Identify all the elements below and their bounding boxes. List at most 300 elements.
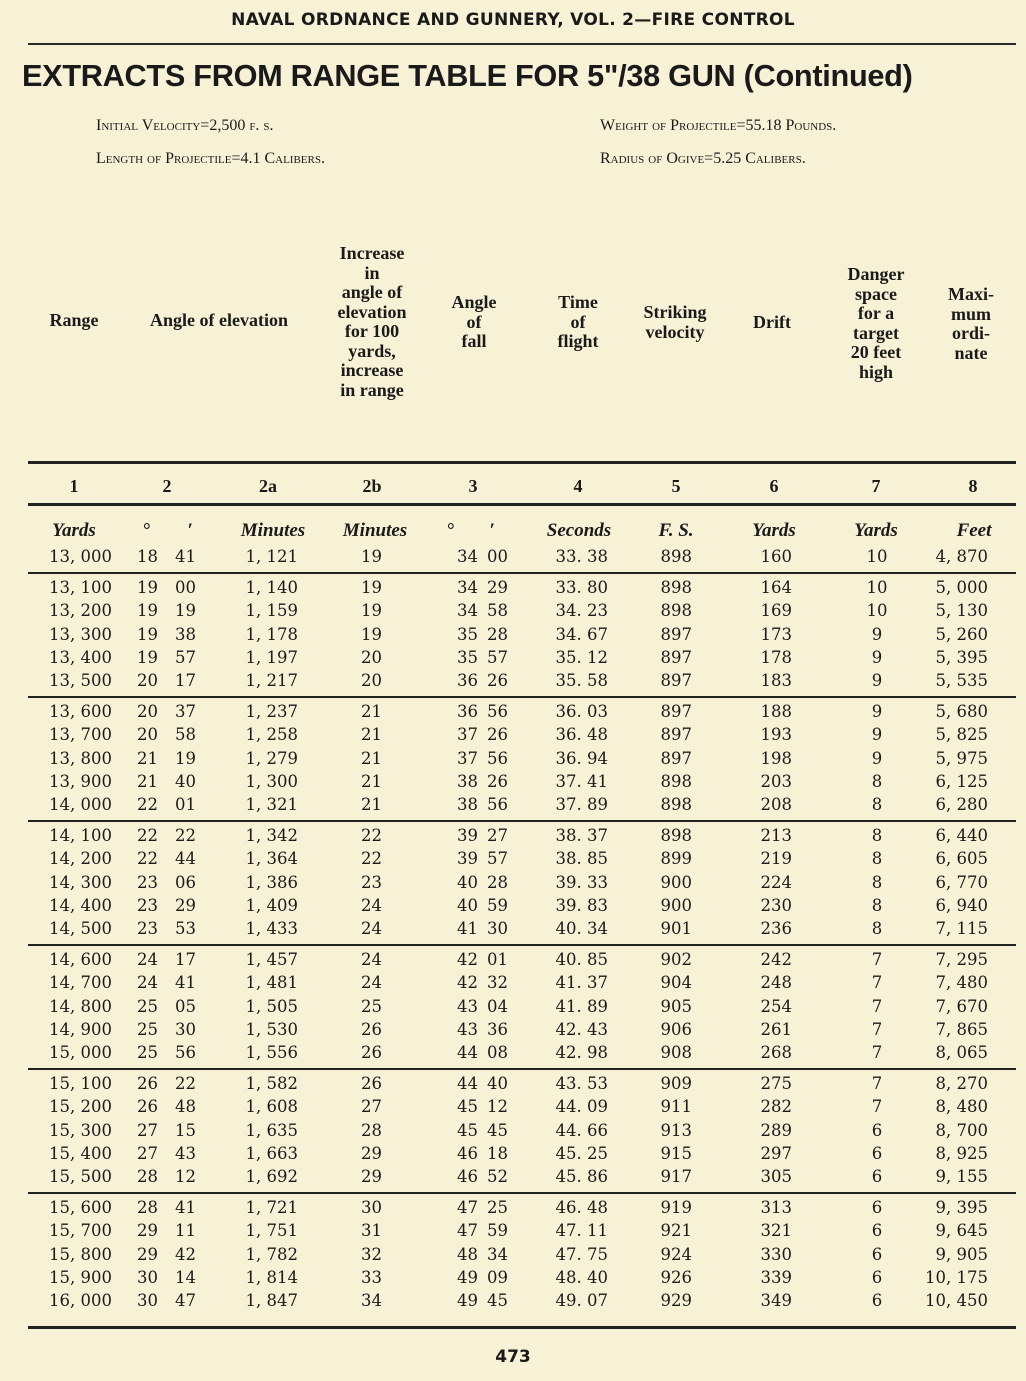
header-line: angle of [341,282,403,302]
header-line: yards, [348,340,396,361]
cell-max-ordinate: 5, 260 [935,624,988,644]
cell-increase: 24 [361,950,382,970]
cell-time: 43. 53 [555,1074,608,1094]
cell-elev-deg: 27 [137,1120,158,1140]
group-rule [28,1068,1016,1070]
cell-elev-minutes: 1, 386 [245,872,298,892]
colnum-2: 2 [162,476,172,496]
cell-drift: 254 [760,996,792,1016]
cell-increase: 24 [361,973,382,993]
cell-max-ordinate: 7, 295 [935,950,988,970]
cell-elev-deg: 19 [137,601,158,621]
cell-time: 47. 75 [555,1244,608,1264]
header-line: in range [340,379,404,400]
colnum-1: 1 [69,476,79,496]
cell-increase: 22 [361,849,382,869]
cell-elev-minutes: 1, 258 [245,725,298,745]
cell-range: 14, 200 [49,849,112,869]
unit-drift-yards: Yards [752,520,796,541]
cell-elev-deg: 19 [137,624,158,644]
cell-max-ordinate: 6, 940 [935,895,988,915]
cell-fall-min: 45 [487,1120,508,1140]
cell-fall-min: 57 [487,647,508,667]
cell-elev-minutes: 1, 300 [245,771,298,791]
cell-elev-min: 43 [175,1143,196,1163]
cell-drift: 208 [760,795,792,814]
cell-range: 14, 500 [49,919,112,938]
cell-drift: 330 [760,1244,792,1264]
cell-striking: 898 [660,826,692,846]
header-line: velocity [645,321,705,342]
cell-danger: 8 [871,895,883,915]
cell-max-ordinate: 5, 535 [935,671,988,690]
header-striking-velocity [630,303,720,342]
cell-elev-minutes: 1, 530 [245,1019,298,1039]
cell-danger: 8 [871,919,883,938]
cell-fall-deg: 38 [457,771,478,791]
cell-danger: 8 [871,872,883,892]
colnum-2a: 2a [259,476,277,496]
cell-striking: 905 [660,996,692,1016]
cell-fall-deg: 42 [457,973,478,993]
cell-elev-minutes: 1, 217 [245,671,298,690]
group-rule [28,572,1016,574]
cell-elev-min: 42 [175,1244,196,1264]
colnum-2b: 2b [362,476,382,496]
cell-drift: 275 [760,1074,792,1094]
cell-elev-min: 30 [175,1019,196,1039]
cell-time: 49. 07 [555,1291,608,1310]
cell-elev-min: 17 [175,671,196,690]
cell-increase: 26 [361,1043,382,1062]
cell-fall-min: 58 [487,601,508,621]
cell-max-ordinate: 10, 175 [925,1267,988,1287]
cell-drift: 313 [760,1198,792,1218]
cell-time: 34. 23 [555,601,608,621]
cell-elev-minutes: 1, 782 [245,1244,298,1264]
cell-time: 47. 11 [555,1221,608,1241]
cell-elev-deg: 28 [137,1167,158,1186]
cell-range: 15, 900 [49,1267,112,1287]
header-rule [28,43,1016,45]
cell-range: 14, 700 [49,973,112,993]
cell-drift: 198 [760,748,792,768]
cell-elev-minutes: 1, 505 [245,996,298,1016]
cell-striking: 929 [660,1291,692,1310]
cell-striking: 898 [660,771,692,791]
table-row [0,1198,1026,1221]
table-row [0,826,1026,849]
cell-elev-minutes: 1, 582 [245,1074,298,1094]
cell-fall-min: 27 [487,826,508,846]
cell-time: 42. 43 [555,1019,608,1039]
cell-time: 38. 85 [555,849,608,869]
running-head: NAVAL ORDNANCE AND GUNNERY, VOL. 2—FIRE CONTROL [231,10,795,30]
cell-increase: 29 [361,1167,382,1186]
cell-max-ordinate: 7, 670 [935,996,988,1016]
cell-danger: 7 [871,1043,883,1062]
cell-increase: 24 [361,919,382,938]
cell-elev-minutes: 1, 197 [245,647,298,667]
cell-time: 45. 25 [555,1143,608,1163]
cell-fall-deg: 47 [457,1198,478,1218]
cell-striking: 908 [660,1043,692,1062]
header-line: ordi- [952,323,990,343]
cell-drift: 236 [760,919,792,938]
header-line: Maxi- [948,284,994,304]
cell-danger: 9 [871,702,883,722]
unit-range: Yards [52,520,96,541]
header-line: nate [954,342,988,363]
header-line: high [858,361,894,382]
cell-range: 15, 600 [49,1198,112,1218]
cell-fall-min: 00 [487,547,508,566]
colnum-5: 5 [671,476,681,496]
cell-increase: 21 [361,702,382,722]
cell-elev-deg: 21 [137,771,158,791]
header-drift: Drift [753,312,791,332]
cell-fall-min: 30 [487,919,508,938]
header-angle-of-fall [440,293,508,352]
cell-elev-deg: 20 [137,725,158,745]
cell-danger: 7 [871,996,883,1016]
cell-increase: 19 [361,624,382,644]
cell-drift: 242 [760,950,792,970]
cell-max-ordinate: 10, 450 [925,1291,988,1310]
cell-time: 37. 41 [555,771,608,791]
cell-fall-min: 01 [487,950,508,970]
cell-fall-deg: 40 [457,872,478,892]
cell-elev-minutes: 1, 751 [245,1221,298,1241]
cell-time: 36. 03 [555,702,608,722]
cell-fall-min: 34 [487,1244,508,1264]
unit-elev-min: ′ [187,520,193,541]
cell-danger: 6 [871,1143,883,1163]
cell-drift: 183 [760,671,792,690]
cell-increase: 21 [361,771,382,791]
cell-time: 33. 38 [555,547,608,566]
table-row [0,749,1026,772]
cell-elev-deg: 26 [137,1097,158,1117]
cell-time: 39. 83 [555,895,608,915]
cell-elev-deg: 18 [137,547,158,566]
cell-striking: 897 [660,702,692,722]
cell-fall-deg: 34 [457,578,478,598]
cell-drift: 203 [760,771,792,791]
cell-elev-minutes: 1, 847 [245,1291,298,1310]
table-row [0,1245,1026,1268]
header-line: mum [951,303,991,324]
cell-fall-deg: 49 [457,1267,478,1287]
cell-elev-minutes: 1, 635 [245,1120,298,1140]
table-row [0,1074,1026,1097]
cell-increase: 21 [361,795,382,814]
cell-drift: 297 [760,1143,792,1163]
cell-fall-min: 56 [487,702,508,722]
cell-max-ordinate: 5, 000 [935,578,988,598]
cell-danger: 6 [871,1291,883,1310]
cell-elev-min: 00 [175,578,196,598]
cell-increase: 27 [361,1097,382,1117]
cell-increase: 31 [361,1221,382,1241]
cell-elev-min: 53 [175,919,196,938]
cell-striking: 897 [660,647,692,667]
table-row [0,1291,1026,1314]
cell-range: 15, 100 [49,1074,112,1094]
cell-fall-min: 28 [487,872,508,892]
table-row [0,625,1026,648]
cell-drift: 178 [760,647,792,667]
cell-elev-min: 44 [175,849,196,869]
colnum-7: 7 [871,476,881,496]
cell-elev-min: 37 [175,702,196,722]
cell-max-ordinate: 8, 925 [935,1143,988,1163]
cell-time: 45. 86 [555,1167,608,1186]
cell-striking: 906 [660,1019,692,1039]
cell-max-ordinate: 9, 905 [935,1244,988,1264]
cell-elev-min: 29 [175,895,196,915]
cell-elev-min: 40 [175,771,196,791]
cell-elev-deg: 22 [137,826,158,846]
cell-drift: 193 [760,725,792,745]
table-row [0,1097,1026,1120]
cell-danger: 9 [871,624,883,644]
table-row [0,702,1026,725]
cell-max-ordinate: 6, 125 [935,771,988,791]
cell-fall-deg: 49 [457,1291,478,1310]
cell-max-ordinate: 5, 680 [935,702,988,722]
cell-elev-minutes: 1, 721 [245,1198,298,1218]
cell-fall-min: 08 [487,1043,508,1062]
cell-range: 15, 400 [49,1143,112,1163]
cell-increase: 20 [361,671,382,690]
cell-drift: 261 [760,1019,792,1039]
group-rule [28,820,1016,822]
cell-range: 14, 100 [49,826,112,846]
header-line: Danger [847,264,905,284]
cell-danger: 9 [871,647,883,667]
cell-elev-min: 05 [175,996,196,1016]
cell-elev-deg: 20 [137,702,158,722]
cell-striking: 900 [660,895,692,915]
spec-weight: Weight of Projectile=55.18 Pounds. [600,117,837,134]
group-rule [28,1192,1016,1194]
cell-range: 14, 900 [49,1019,112,1039]
cell-danger: 6 [871,1221,883,1241]
cell-range: 13, 800 [49,748,112,768]
table-row [0,578,1026,601]
header-line: of [570,311,586,332]
cell-fall-min: 12 [487,1097,508,1117]
cell-fall-min: 52 [487,1167,508,1186]
cell-elev-deg: 22 [137,795,158,814]
cell-fall-deg: 35 [457,647,478,667]
cell-increase: 33 [361,1267,382,1287]
cell-range: 15, 500 [49,1167,112,1186]
cell-fall-min: 56 [487,748,508,768]
table-row [0,950,1026,973]
cell-elev-min: 48 [175,1097,196,1117]
cell-fall-min: 04 [487,996,508,1016]
cell-max-ordinate: 7, 115 [935,919,988,938]
cell-increase: 28 [361,1120,382,1140]
cell-drift: 305 [760,1167,792,1186]
cell-range: 13, 400 [49,647,112,667]
header-time-of-flight [540,293,616,352]
unit-elev-deg: ° [142,520,150,541]
cell-elev-min: 41 [175,547,196,566]
cell-drift: 321 [760,1221,792,1241]
cell-range: 13, 100 [49,578,112,598]
cell-striking: 897 [660,624,692,644]
cell-elev-deg: 23 [137,919,158,938]
cell-range: 13, 700 [49,725,112,745]
header-line: target [853,322,899,343]
cell-max-ordinate: 7, 865 [935,1019,988,1039]
cell-fall-min: 59 [487,895,508,915]
cell-elev-minutes: 1, 663 [245,1143,298,1163]
cell-danger: 7 [871,1097,883,1117]
table-row [0,1020,1026,1043]
cell-fall-deg: 36 [457,671,478,690]
cell-fall-deg: 45 [457,1097,478,1117]
cell-increase: 23 [361,872,382,892]
cell-max-ordinate: 8, 270 [935,1074,988,1094]
colnum-6: 6 [769,476,779,496]
cell-time: 44. 09 [555,1097,608,1117]
cell-time: 36. 48 [555,725,608,745]
cell-danger: 6 [871,1167,883,1186]
cell-elev-minutes: 1, 692 [245,1167,298,1186]
cell-max-ordinate: 7, 480 [935,973,988,993]
cell-elev-deg: 23 [137,872,158,892]
cell-elev-minutes: 1, 140 [245,578,298,598]
cell-drift: 213 [760,826,792,846]
page-number: 473 [495,1347,531,1367]
header-line: 20 feet [850,342,902,362]
cell-elev-minutes: 1, 279 [245,748,298,768]
spec-initial-velocity: Initial Velocity=2,500 f. s. [96,117,274,134]
cell-elev-deg: 23 [137,895,158,915]
cell-time: 40. 85 [555,950,608,970]
cell-elev-deg: 22 [137,849,158,869]
cell-elev-deg: 24 [137,973,158,993]
cell-fall-min: 45 [487,1291,508,1310]
header-line: for a [857,303,895,323]
header-line: space [855,283,897,304]
cell-striking: 921 [660,1221,692,1241]
cell-fall-deg: 41 [457,919,478,938]
cell-fall-deg: 44 [457,1074,478,1094]
unit-fs: F. S. [658,520,694,541]
cell-fall-deg: 46 [457,1167,478,1186]
cell-max-ordinate: 9, 645 [935,1221,988,1241]
cell-fall-deg: 43 [457,1019,478,1039]
cell-striking: 902 [660,950,692,970]
cell-range: 15, 000 [49,1043,112,1062]
cell-increase: 19 [361,547,382,566]
cell-elev-deg: 25 [137,1019,158,1039]
cell-striking: 911 [660,1097,692,1117]
table-row [0,1121,1026,1144]
cell-time: 35. 12 [555,647,608,667]
cell-danger: 6 [871,1120,883,1140]
table-row [0,648,1026,671]
cell-elev-min: 19 [175,601,196,621]
cell-increase: 21 [361,725,382,745]
cell-striking: 897 [660,725,692,745]
colnum-4: 4 [573,476,583,496]
cell-range: 14, 000 [49,795,112,814]
cell-danger: 6 [871,1198,883,1218]
cell-increase: 26 [361,1019,382,1039]
spec-length: Length of Projectile=4.1 Calibers. [96,150,325,167]
cell-elev-min: 38 [175,624,196,644]
cell-drift: 224 [760,872,792,892]
table-row [0,1167,1026,1190]
cell-striking: 898 [660,601,692,621]
cell-danger: 8 [871,771,883,791]
cell-range: 15, 800 [49,1244,112,1264]
cell-elev-min: 22 [175,1074,196,1094]
cell-fall-min: 26 [487,671,508,690]
cell-striking: 909 [660,1074,692,1094]
cell-elev-minutes: 1, 237 [245,702,298,722]
cell-drift: 230 [760,895,792,915]
header-line: in [364,262,380,283]
rule-table-bottom [28,1326,1016,1329]
table-row [0,1043,1026,1066]
cell-time: 33. 80 [555,578,608,598]
cell-drift: 289 [760,1120,792,1140]
cell-range: 13, 600 [49,702,112,722]
cell-fall-min: 18 [487,1143,508,1163]
cell-increase: 19 [361,578,382,598]
unit-fall-deg: ° [446,520,454,541]
cell-time: 41. 89 [555,996,608,1016]
cell-elev-min: 58 [175,725,196,745]
cell-fall-deg: 35 [457,624,478,644]
page-title: EXTRACTS FROM RANGE TABLE FOR 5"/38 GUN (Continued) [22,58,913,93]
cell-striking: 913 [660,1120,692,1140]
table-row [0,795,1026,818]
cell-fall-deg: 34 [457,601,478,621]
cell-elev-minutes: 1, 159 [245,601,298,621]
cell-max-ordinate: 6, 280 [935,795,988,814]
cell-elev-deg: 24 [137,950,158,970]
cell-elev-minutes: 1, 364 [245,849,298,869]
cell-fall-deg: 45 [457,1120,478,1140]
cell-fall-min: 32 [487,973,508,993]
cell-danger: 10 [866,601,888,621]
cell-elev-minutes: 1, 457 [245,950,298,970]
header-line: of [466,311,482,332]
header-line: increase [340,360,404,380]
cell-time: 41. 37 [555,973,608,993]
cell-fall-deg: 42 [457,950,478,970]
cell-max-ordinate: 8, 700 [935,1120,988,1140]
cell-max-ordinate: 5, 395 [935,647,988,667]
table-row [0,772,1026,795]
cell-danger: 10 [866,578,888,598]
cell-fall-deg: 36 [457,702,478,722]
cell-elev-deg: 26 [137,1074,158,1094]
cell-time: 42. 98 [555,1043,608,1062]
cell-striking: 899 [660,849,692,869]
cell-range: 13, 500 [49,671,112,690]
cell-elev-min: 01 [175,795,196,814]
cell-striking: 901 [660,919,692,938]
